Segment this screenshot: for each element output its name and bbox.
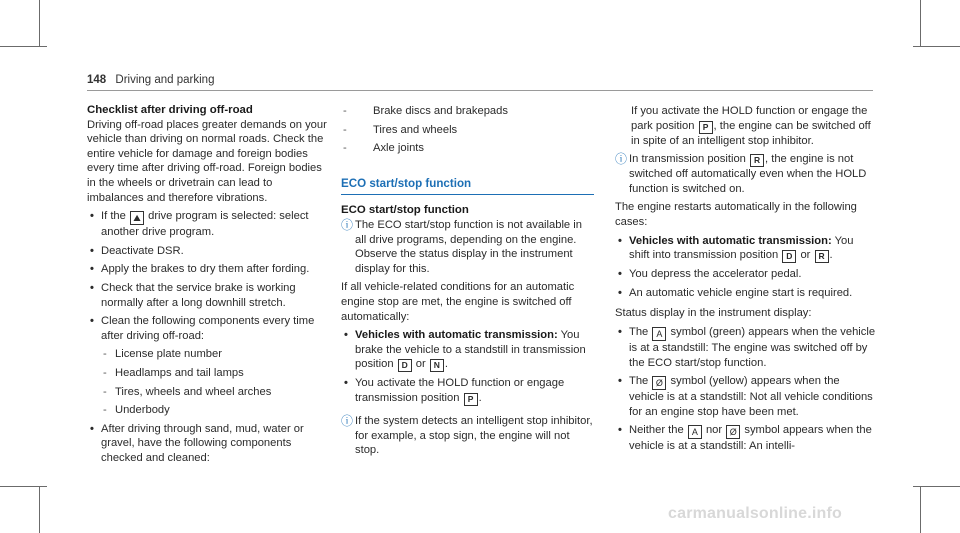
info-icon: ⓘ [615, 152, 628, 167]
list-item: • Vehicles with automatic transmission: You brake the vehicle to a standstill in transmission position D or N . [341, 328, 594, 372]
transmission-r-icon: R [750, 154, 764, 167]
sub-list-item: - Tires and wheels [341, 123, 594, 138]
sub-list-item: - Brake discs and brakepads [341, 104, 594, 119]
crop-mark [913, 486, 960, 487]
section-title: Driving and parking [115, 74, 215, 86]
status-paragraph: Status display in the instrument display: [615, 307, 812, 320]
eco-start-stop-off-icon: Ø [652, 376, 666, 390]
info-icon: ⓘ [341, 413, 354, 428]
header-rule [87, 90, 873, 91]
restart-paragraph: The engine restarts automatically in the following cases: [615, 201, 857, 228]
crop-mark [39, 486, 40, 533]
crop-mark [0, 486, 47, 487]
transmission-d-icon: D [398, 359, 412, 372]
sub-list-item: - Headlamps and tail lamps [101, 366, 329, 381]
crop-mark [920, 0, 921, 47]
watermark: carmanualsonline.info [668, 505, 843, 522]
components-list [341, 104, 594, 156]
sub-list [87, 347, 329, 417]
crop-mark [913, 46, 960, 47]
list-item: • The A symbol (green) appears when the vehicle is at a standstill: The engine was switched off by the ECO start/stop function. [615, 325, 877, 370]
auto-stop-paragraph: If all vehicle-related conditions for an automatic engine stop are met, the engine is switched off automatically: [341, 281, 575, 323]
list-item: • You depress the accelerator pedal. [615, 267, 877, 282]
column-left [87, 103, 329, 465]
list-item: • Neither the A nor Ø symbol appears when the vehicle is at a standstill: An intelli- [615, 423, 877, 454]
checklist-heading: Checklist after driving off-road [87, 104, 253, 116]
list-item: • Deactivate DSR. [87, 244, 329, 259]
page-number: 148 [87, 74, 107, 86]
info-note: ⓘ In transmission position R , the engine is not switched off automatically even when the HOLD function is switched on. [615, 152, 867, 195]
list-item: • An automatic vehicle engine start is required. [615, 286, 877, 301]
crop-mark [0, 46, 47, 47]
checklist-intro: Driving off-road places greater demands on your vehicle than driving on normal roads. Check the entire vehicle for damage and foreign bodies every time after driving off-road. Foreign bodies in the wheels or drivetrain can lead to imbalances and therefore vibrations. [87, 118, 327, 204]
hold-paragraph: If you activate the HOLD function or engage the park position P , the engine can be switched off in spite of an intelligent stop inhibitor. [631, 105, 871, 147]
eco-start-stop-off-icon: Ø [726, 425, 740, 439]
transmission-n-icon: N [430, 359, 444, 372]
off-road-icon: ⛰ [130, 211, 144, 225]
sub-list-item: - Tires, wheels and wheel arches [101, 385, 329, 400]
eco-start-stop-icon: A [688, 425, 702, 439]
sub-list-item: - Axle joints [341, 141, 594, 156]
sub-list-item: - Underbody [101, 403, 329, 418]
transmission-r-icon: R [815, 250, 829, 263]
list-item: • Clean the following components every time after driving off-road: [87, 314, 329, 343]
crop-mark [39, 0, 40, 47]
list-item: • You activate the HOLD function or engage transmission position P . [341, 376, 594, 406]
list-item: • If the ⛰ drive program is selected: select another drive program. [87, 209, 329, 240]
info-note: ⓘ If the system detects an intelligent stop inhibitor, for example, a stop sign, the engine will not stop. [341, 413, 593, 457]
list-item: • Apply the brakes to dry them after fording. [87, 262, 329, 277]
eco-subheading: ECO start/stop function [341, 204, 469, 217]
info-icon: ⓘ [341, 217, 354, 232]
list-item: • Vehicles with automatic transmission: You shift into transmission position D or R . [615, 234, 877, 264]
transmission-d-icon: D [782, 250, 796, 263]
list-item: • Check that the service brake is working normally after a long downhill stretch. [87, 281, 329, 310]
list-item: • The Ø symbol (yellow) appears when the vehicle is at a standstill: Not all vehicle conditions for an engine stop have been met. [615, 374, 877, 419]
info-note: ⓘ The ECO start/stop function is not available in all drive programs, depending on the engine. Observe the status display in the instrument display for this. [341, 217, 582, 275]
list-item: • After driving through sand, mud, water or gravel, have the following components checked and cleaned: [87, 422, 329, 466]
crop-mark [920, 486, 921, 533]
transmission-p-icon: P [699, 121, 713, 134]
page-header [87, 73, 214, 88]
sub-list-item: - License plate number [101, 347, 329, 362]
checklist-list [87, 209, 329, 343]
eco-start-stop-icon: A [652, 327, 666, 341]
column-middle [341, 104, 594, 458]
column-right [615, 104, 877, 454]
transmission-p-icon: P [464, 393, 478, 406]
section-heading-eco: ECO start/stop function [341, 177, 594, 196]
